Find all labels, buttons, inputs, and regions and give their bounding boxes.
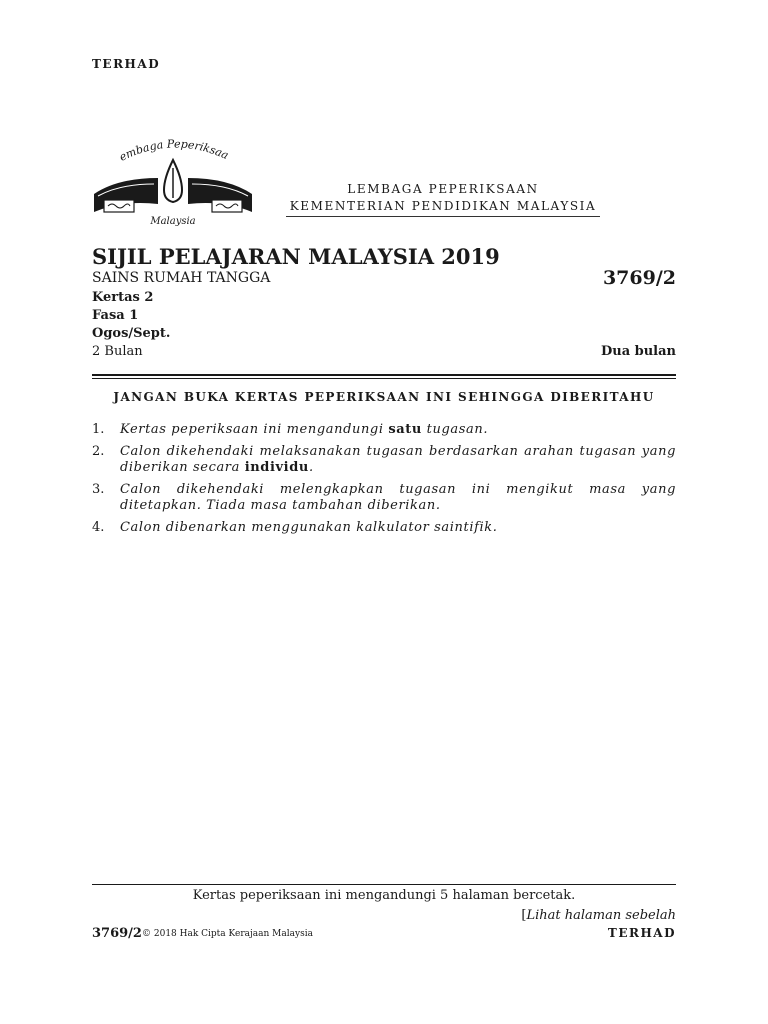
classification-label: TERHAD <box>92 57 161 71</box>
footer-divider <box>92 884 676 885</box>
ministry-name: KEMENTERIAN PENDIDIKAN MALAYSIA <box>289 199 597 213</box>
exam-title: SIJIL PELAJARAN MALAYSIA 2019 <box>92 244 500 269</box>
logo-arc-text: embaga Peperiksaa <box>117 138 231 164</box>
page-count-note: Kertas peperiksaan ini mengandungi 5 halaman bercetak. <box>192 888 576 903</box>
board-name: LEMBAGA PEPERIKSAAN <box>347 182 539 196</box>
instruction-text: Calon dibenarkan menggunakan kalkulator saintifik. <box>120 520 498 535</box>
duration-label: 2 Bulan <box>92 344 143 359</box>
instruction-text-end: tugasan. <box>421 422 489 437</box>
instruction-text: Kertas peperiksaan ini mengandungi <box>120 422 389 437</box>
svg-text:Lembaga Peperiksaan <box>92 138 230 164</box>
instruction-emphasis: individu <box>244 460 309 475</box>
board-underline <box>286 216 600 217</box>
instruction-emphasis: satu <box>388 422 422 437</box>
logo-bottom-text: Malaysia <box>150 216 196 227</box>
divider-thick <box>92 374 676 376</box>
footer-classification-label: TERHAD <box>607 926 676 940</box>
paper-number: Kertas 2 <box>92 290 154 305</box>
exam-board-logo <box>92 138 254 228</box>
paper-code: 3769/2 <box>602 267 676 289</box>
see-next-page-note <box>460 908 676 923</box>
phase-label: Fasa 1 <box>92 308 139 323</box>
subject-name: SAINS RUMAH TANGGA <box>92 270 271 286</box>
instruction-text-end: . <box>308 460 314 475</box>
instruction-number: 3. <box>92 482 105 497</box>
instruction-text: Calon dikehendaki melaksanakan tugasan berdasarkan arahan tugasan yang diberikan secara <box>120 444 676 475</box>
instruction-item <box>92 520 676 536</box>
do-not-open-warning: JANGAN BUKA KERTAS PEPERIKSAAN INI SEHINGGA DIBERITAHU <box>113 390 655 404</box>
instruction-item <box>92 482 676 514</box>
instruction-item <box>92 444 676 476</box>
instructions-list <box>92 422 676 542</box>
instruction-number: 2. <box>92 444 105 459</box>
divider-thin <box>92 378 676 379</box>
bracket-open: [ <box>521 908 527 923</box>
instruction-text: Calon dikehendaki melengkapkan tugasan ini mengikut masa yang ditetapkan. Tiada masa tambahan diberikan. <box>120 482 676 513</box>
footer-paper-code: 3769/2 <box>92 926 142 941</box>
open-book-quill-emblem-icon <box>92 138 254 228</box>
instruction-number: 4. <box>92 520 105 535</box>
duration-words: Dua bulan <box>600 344 676 359</box>
instruction-item <box>92 422 676 438</box>
copyright-notice: © 2018 Hak Cipta Kerajaan Malaysia <box>142 929 313 939</box>
session-label: Ogos/Sept. <box>92 326 171 341</box>
instruction-number: 1. <box>92 422 105 437</box>
see-next-page-text: Lihat halaman sebelah <box>526 908 676 923</box>
